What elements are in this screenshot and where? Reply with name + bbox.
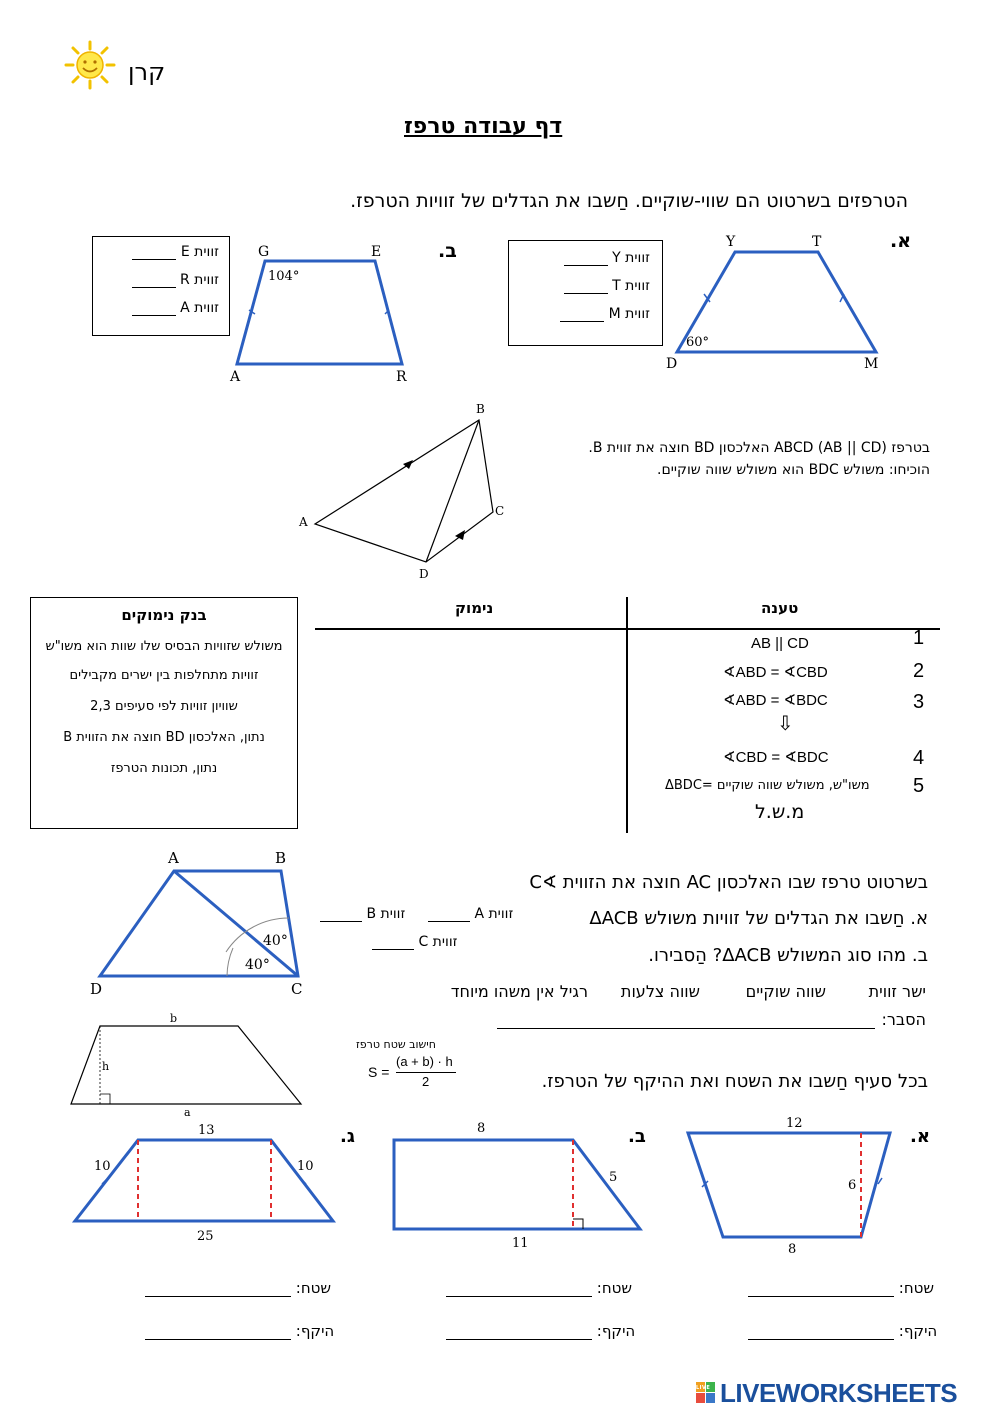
trapezoid-abcd-proof-diagram: [295, 398, 515, 583]
trapezoid-diagonal-diagram: [88, 848, 316, 1000]
triangle-angle-c-input[interactable]: [372, 933, 414, 950]
explain-label: הסבר:: [881, 1010, 926, 1029]
formula-label-a: a: [184, 1106, 191, 1118]
shape-c-right: 10: [297, 1159, 314, 1174]
reason-item[interactable]: נתון, האלכסון BD חוצה את הזווית B: [63, 730, 265, 745]
angle-y-input[interactable]: [564, 249, 608, 266]
trapezoid-a-diagram: [660, 230, 890, 375]
reason-item[interactable]: נתון, תכונות הטרפז: [110, 761, 218, 776]
vertex-e: E: [371, 244, 382, 260]
answer-row-e: זווית E: [93, 243, 219, 271]
reason-input-5[interactable]: [325, 775, 615, 797]
answer-row-y: זווית Y: [509, 249, 650, 277]
reason-item[interactable]: משולש שזוויות הבסיס שלו שוות הוא משו"ש: [45, 639, 283, 654]
col-header-reason: נימוק: [455, 599, 494, 617]
diag-vertex-a: A: [168, 849, 179, 867]
answer-row-r: זווית R: [93, 271, 219, 299]
section3-question-a: א. חַשבו את הגדלים של זוויות משולש ΔACB: [589, 908, 928, 929]
proof-vertex-c: C: [495, 504, 505, 518]
reasons-bank: [30, 597, 298, 829]
proof-vertex-d: D: [419, 567, 429, 581]
shape-b-letter: ב.: [628, 1126, 646, 1147]
shape-b-top: 8: [477, 1121, 486, 1136]
explain-input[interactable]: [497, 1008, 875, 1029]
vertex-a: A: [230, 369, 241, 385]
part-b-answer-box: [92, 236, 230, 336]
section3-given: בשרטוט טרפז שבו האלכסון AC חוצה את הזווית ∢C: [529, 872, 928, 893]
claim-text: ∢ABD = ∢CBD: [723, 664, 828, 681]
area-formula: S = (a + b) · h 2: [368, 1054, 468, 1094]
shape-c-bottom: 25: [197, 1229, 214, 1244]
section3-question-b: ב. מהו סוג המשולש ΔACB? הַסבירו.: [648, 945, 928, 966]
answer-row-a: זווית A: [93, 299, 219, 327]
row-number: 1: [913, 627, 925, 649]
claim-text: ∢ABD = ∢BDC: [723, 692, 828, 709]
trapezoid-formula-diagram: [68, 1010, 306, 1118]
perimeter-input-a[interactable]: [748, 1323, 894, 1340]
shape-a-bottom: 8: [788, 1242, 797, 1257]
option-isosceles[interactable]: שווה שוקיים: [745, 982, 826, 1001]
formula-label-h: h: [102, 1060, 110, 1073]
vertex-y: Y: [726, 234, 736, 250]
area-input-b[interactable]: [446, 1280, 592, 1297]
option-scalene[interactable]: רגיל אין משהו מיוחד: [450, 982, 588, 1001]
area-input-a[interactable]: [748, 1280, 894, 1297]
angle-a-input[interactable]: [132, 299, 176, 316]
shape-c-letter: ג.: [340, 1126, 355, 1147]
shape-a-letter: א.: [910, 1126, 930, 1147]
liveworksheets-logo[interactable]: [696, 1380, 996, 1408]
area-row-b: שטח:: [446, 1279, 632, 1297]
brand-name: LIVEWORKSHEETS: [720, 1378, 958, 1408]
row-number: 5: [913, 775, 925, 797]
reason-input-4[interactable]: [325, 745, 615, 767]
diag-vertex-b: B: [275, 849, 287, 867]
diag-vertex-c: C: [291, 980, 303, 998]
student-name: קרן: [128, 58, 166, 86]
shape-c-left: 10: [94, 1159, 111, 1174]
proof-goal: הוכיחו: משולש BDC הוא משולש שווה שוקיים.: [657, 462, 930, 478]
vertex-t: T: [812, 234, 822, 250]
page-title: דף עבודה טרפז: [404, 114, 563, 139]
answer-row-t: זווית T: [509, 277, 650, 305]
proof-given: בטרפז ABCD (AB || CD) האלכסון BD חוצה את זווית B.: [588, 440, 930, 456]
angle-e-input[interactable]: [132, 243, 176, 260]
section1-instruction: הטרפזים בשרטוט הם שווי-שוקיים. חַשבו את הגדלים של זוויות הטרפז.: [350, 190, 908, 212]
vertex-g: G: [258, 244, 270, 260]
answer-angle-b: זווית B: [320, 905, 405, 922]
area-row-a: שטח:: [748, 1279, 934, 1297]
claim-text: משו"ש, משולש שווה שוקיים =ΔBDC: [665, 778, 870, 793]
arrow-down-icon: ⇩: [777, 711, 794, 735]
sun-logo-icon: [62, 40, 118, 90]
formula-title: חישוב שטח טרפז: [356, 1038, 436, 1051]
triangle-angle-b-input[interactable]: [320, 905, 362, 922]
part-a-letter: א.: [890, 230, 912, 252]
reason-item[interactable]: זוויות מתחלפות בין ישרים מקבילים: [69, 668, 259, 683]
option-equilateral[interactable]: שווה צלעות: [620, 982, 700, 1001]
col-header-claim: טענה: [761, 599, 799, 617]
vertex-r: R: [396, 369, 407, 385]
reason-input-2[interactable]: [325, 661, 615, 683]
claim-text: AB || CD: [751, 635, 809, 652]
reason-item[interactable]: שוויון זוויות לפי סעיפים 2,3: [90, 699, 238, 714]
area-row-c: שטח:: [145, 1279, 331, 1297]
qed-mark: מ.ש.ל: [755, 801, 805, 823]
option-right-triangle[interactable]: ישר זווית: [868, 982, 926, 1001]
shape-a-height: 6: [848, 1178, 857, 1193]
shape-c-top: 13: [198, 1123, 215, 1138]
proof-table: [315, 597, 940, 835]
shape-c-diagram: [68, 1118, 340, 1248]
reason-input-1[interactable]: [325, 633, 615, 655]
row-number: 2: [913, 660, 925, 682]
given-angle-104: 104°: [268, 269, 300, 284]
area-input-c[interactable]: [145, 1280, 291, 1297]
perimeter-row-b: היקף:: [446, 1322, 635, 1340]
angle-m-input[interactable]: [560, 305, 604, 322]
trapezoid-b-diagram: [225, 238, 420, 388]
shape-b-diagram: [388, 1116, 650, 1254]
angle-label-upper: 40°: [263, 933, 288, 949]
diag-vertex-d: D: [90, 980, 103, 998]
angle-t-input[interactable]: [564, 277, 608, 294]
angle-label-lower: 40°: [245, 957, 270, 973]
perimeter-row-a: היקף:: [748, 1322, 937, 1340]
section4-instruction: בכל סעיף חַשבו את השטח ואת ההיקף של הטרפז.: [541, 1071, 928, 1092]
proof-vertex-b: B: [476, 402, 485, 416]
vertex-d: D: [666, 356, 678, 372]
answer-row-m: זווית M: [509, 305, 650, 333]
angle-r-input[interactable]: [132, 271, 176, 288]
proof-vertex-a: A: [299, 515, 308, 529]
reason-input-3[interactable]: [325, 689, 615, 711]
vertex-m: M: [864, 356, 879, 372]
answer-angle-a: זווית A: [428, 905, 513, 922]
shape-b-side: 5: [609, 1170, 618, 1185]
reasons-bank-title: בנק נימוקים: [121, 606, 207, 624]
perimeter-input-b[interactable]: [446, 1323, 592, 1340]
row-number: 3: [913, 691, 925, 713]
answer-angle-c: זווית C: [372, 933, 458, 950]
perimeter-input-c[interactable]: [145, 1323, 291, 1340]
part-b-letter: ב.: [438, 240, 457, 262]
triangle-angle-a-input[interactable]: [428, 905, 470, 922]
claim-text: ∢CBD = ∢BDC: [723, 749, 829, 766]
shape-a-diagram: [680, 1112, 912, 1260]
given-angle-60: 60°: [686, 335, 710, 350]
shape-a-top: 12: [786, 1116, 803, 1131]
formula-label-b: b: [170, 1012, 178, 1025]
row-number: 4: [913, 747, 925, 769]
perimeter-row-c: היקף:: [145, 1322, 334, 1340]
shape-b-bottom: 11: [512, 1236, 529, 1251]
live-badge-icon: LIVE: [696, 1382, 716, 1404]
part-a-answer-box: [508, 240, 663, 346]
